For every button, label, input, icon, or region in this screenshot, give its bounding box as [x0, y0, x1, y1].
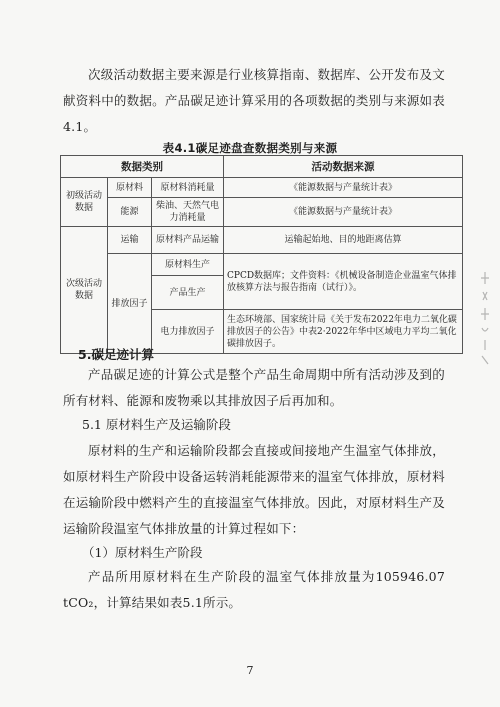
group-primary-activity: 初级活动数据 [61, 178, 108, 227]
source-cell: 生态环境部、国家统计局《关于发布2022年电力二氧化碳排放因子的公告》中表2·2022年华中区域电力平均二氧化碳排放因子。 [224, 310, 463, 354]
subcategory-cell: 柴油、天然气电力消耗量 [152, 198, 224, 227]
margin-stamp-mark [478, 270, 492, 366]
table-header-row [61, 156, 463, 178]
stage-heading: （1）原材料生产阶段 [82, 545, 203, 560]
table-row [61, 227, 463, 254]
data-source-table [60, 155, 463, 354]
subsection-heading: 5.1 原材料生产及运输阶段 [82, 417, 231, 432]
category-cell: 运输 [108, 227, 152, 254]
page-number: 7 [246, 664, 254, 677]
header-data-category: 数据类别 [61, 156, 224, 178]
table-row [61, 254, 463, 276]
subcategory-cell: 原材料产品运输 [152, 227, 224, 254]
subcategory-cell: 原材料消耗量 [152, 178, 224, 198]
header-activity-source: 活动数据来源 [224, 156, 463, 178]
emission-factor-cell: 排放因子 [108, 254, 152, 354]
subcategory-cell: 原材料生产 [152, 254, 224, 276]
source-cell: 《能源数据与产量统计表》 [224, 178, 463, 198]
subcategory-cell: 产品生产 [152, 276, 224, 310]
group-secondary-activity: 次级活动数据 [61, 227, 108, 354]
category-cell: 原材料 [108, 178, 152, 198]
table-row [61, 178, 463, 198]
source-cell: 《能源数据与产量统计表》 [224, 198, 463, 227]
intro-paragraph: 次级活动数据主要来源是行业核算指南、数据库、公开发布及文献资料中的数据。产品碳足迹计算采用的各项数据的类别与来源如表4.1。 [63, 67, 445, 134]
source-cell: 运输起始地、目的地距离估算 [224, 227, 463, 254]
section-paragraph: 产品碳足迹的计算公式是整个产品生命周期中所有活动涉及到的所有材料、能源和废物乘以其排放因子后再加和。 [63, 367, 445, 408]
subcategory-cell: 电力排放因子 [152, 310, 224, 354]
stage-paragraph: 产品所用原材料在生产阶段的温室气体排放量为105946.07 tCO₂，计算结果如表5.1所示。 [63, 569, 445, 610]
source-cell: CPCD数据库；文件资料：《机械设备制造企业温室气体排放核算方法与报告指南（试行）》。 [224, 254, 463, 310]
subsection-paragraph: 原材料的生产和运输阶段都会直接或间接地产生温室气体排放，如原材料生产阶段中设备运转消耗能源带来的温室气体排放，原材料在运输阶段中燃料产生的直接温室气体排放。因此，对原材料生产及运输阶段温室气体排放量的计算过程如下： [63, 443, 445, 536]
category-cell: 能源 [108, 198, 152, 227]
table-row [61, 198, 463, 227]
table-caption: 表4.1碳足迹盘查数据类别与来源 [162, 141, 338, 155]
section-title: 5.碳足迹计算 [78, 347, 154, 362]
